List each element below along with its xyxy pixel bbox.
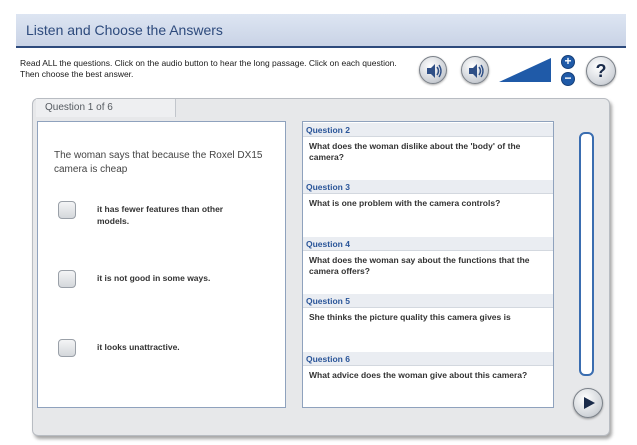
question-label[interactable]: Question 6 — [303, 352, 553, 366]
speaker-icon — [466, 61, 486, 81]
question-list-item[interactable] — [303, 123, 553, 163]
question-preview[interactable]: What does the woman say about the functions that the camera offers? — [309, 255, 530, 276]
question-preview[interactable]: She thinks the picture quality this camera gives is — [309, 312, 511, 322]
answer-pane — [37, 121, 286, 408]
answer-option-label: it has fewer features than other models. — [97, 204, 224, 226]
current-question-text: The woman says that because the Roxel DX15 camera is cheap — [54, 150, 263, 175]
help-button[interactable]: ? — [586, 56, 616, 86]
play-arrow-icon — [583, 397, 595, 409]
volume-down-button[interactable]: − — [561, 72, 575, 86]
question-list-item[interactable] — [303, 294, 553, 323]
question-preview[interactable]: What advice does the woman give about this camera? — [309, 370, 528, 380]
audio-replay-button[interactable] — [461, 56, 489, 84]
question-list — [302, 121, 554, 408]
answer-checkbox[interactable] — [58, 201, 76, 219]
next-button[interactable] — [573, 388, 603, 418]
answer-checkbox[interactable] — [58, 339, 76, 357]
instructions-text: Read ALL the questions. Click on the audio button to hear the long passage. Click on each question. Then choose the best answer. — [20, 58, 397, 79]
question-counter-tab: Question 1 of 6 — [36, 99, 176, 117]
question-list-item[interactable] — [303, 180, 553, 209]
volume-level-indicator[interactable] — [499, 58, 551, 82]
answer-option-label: it looks unattractive. — [97, 342, 180, 352]
header-bar — [16, 14, 626, 48]
question-preview[interactable]: What is one problem with the camera controls? — [309, 198, 501, 208]
audio-play-button[interactable] — [419, 56, 447, 84]
question-label[interactable]: Question 4 — [303, 237, 553, 251]
question-label[interactable]: Question 5 — [303, 294, 553, 308]
answer-option-label: it is not good in some ways. — [97, 273, 211, 283]
question-list-item[interactable] — [303, 237, 553, 277]
question-list-item[interactable] — [303, 352, 553, 381]
question-label[interactable]: Question 2 — [303, 123, 553, 137]
volume-up-button[interactable]: + — [561, 55, 575, 69]
answer-checkbox[interactable] — [58, 270, 76, 288]
scrollbar[interactable] — [579, 132, 594, 376]
page-title: Listen and Choose the Answers — [26, 22, 223, 38]
question-label[interactable]: Question 3 — [303, 180, 553, 194]
question-preview[interactable]: What does the woman dislike about the 'body' of the camera? — [309, 141, 521, 162]
speaker-icon — [424, 61, 444, 81]
